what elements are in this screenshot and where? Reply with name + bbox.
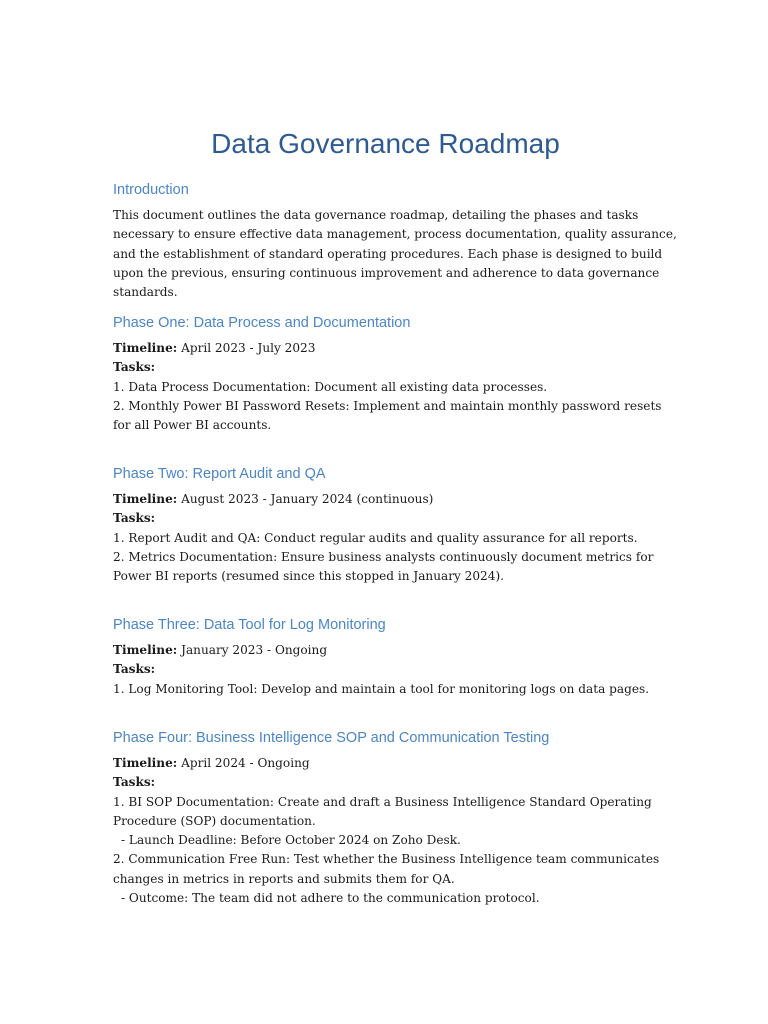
- task-line: changes in metrics in reports and submits them for QA.: [113, 871, 455, 886]
- task-subline: - Launch Deadline: Before October 2024 on Zoho Desk.: [121, 833, 461, 848]
- timeline-value: January 2023 - Ongoing: [181, 643, 328, 657]
- timeline-value: April 2023 - July 2023: [181, 341, 316, 355]
- phase-four-heading: Phase Four: Business Intelligence SOP and Communication Testing: [113, 730, 550, 746]
- task-line: 2. Metrics Documentation: Ensure business analysts continuously document metrics for: [113, 549, 654, 564]
- task-line: 2. Monthly Power BI Password Resets: Implement and maintain monthly password resets: [113, 398, 662, 413]
- task-line: 1. Report Audit and QA: Conduct regular audits and quality assurance for all reports.: [113, 530, 638, 545]
- tasks-label: Tasks:: [113, 775, 156, 790]
- phase-two-section: [113, 464, 658, 586]
- intro-line: necessary to ensure effective data management, process documentation, quality assurance,: [113, 227, 677, 242]
- phase-one-heading: Phase One: Data Process and Documentation: [113, 315, 411, 331]
- phase-two-heading: Phase Two: Report Audit and QA: [113, 466, 326, 482]
- phase-four-timeline: [113, 754, 658, 773]
- intro-line: and the establishment of standard operating procedures. Each phase is designed to build: [113, 246, 663, 261]
- tasks-label: Tasks:: [113, 360, 156, 375]
- introduction-heading: Introduction: [113, 182, 189, 198]
- timeline-label: Timeline:: [113, 756, 178, 770]
- phase-three-timeline: [113, 641, 658, 660]
- phase-three-section: [113, 615, 658, 699]
- task-line: 1. BI SOP Documentation: Create and draft a Business Intelligence Standard Operating: [113, 794, 652, 809]
- phase-two-timeline: [113, 490, 658, 509]
- task-line: 1. Data Process Documentation: Document all existing data processes.: [113, 379, 548, 394]
- task-line: for all Power BI accounts.: [113, 418, 272, 433]
- intro-line: upon the previous, ensuring continuous improvement and adherence to data governance: [113, 265, 660, 280]
- task-line: 1. Log Monitoring Tool: Develop and maintain a tool for monitoring logs on data pages.: [113, 681, 650, 696]
- tasks-label: Tasks:: [113, 511, 156, 526]
- tasks-label: Tasks:: [113, 662, 156, 677]
- document-title: Data Governance Roadmap: [211, 128, 560, 159]
- timeline-label: Timeline:: [113, 341, 178, 355]
- phase-one-timeline: [113, 339, 658, 358]
- task-subline: - Outcome: The team did not adhere to the communication protocol.: [121, 891, 540, 906]
- introduction-section: [113, 180, 677, 302]
- task-line: 2. Communication Free Run: Test whether the Business Intelligence team communicates: [113, 852, 660, 867]
- task-line: Procedure (SOP) documentation.: [113, 813, 316, 828]
- timeline-label: Timeline:: [113, 492, 178, 506]
- timeline-value: August 2023 - January 2024 (continuous): [181, 492, 434, 506]
- timeline-value: April 2024 - Ongoing: [181, 756, 310, 770]
- phase-one-section: [113, 313, 662, 435]
- intro-line: standards.: [113, 285, 178, 300]
- phase-four-section: [113, 728, 658, 908]
- timeline-label: Timeline:: [113, 643, 178, 657]
- task-line: Power BI reports (resumed since this stopped in January 2024).: [113, 569, 505, 584]
- phase-three-heading: Phase Three: Data Tool for Log Monitoring: [113, 617, 386, 633]
- intro-line: This document outlines the data governance roadmap, detailing the phases and tasks: [113, 208, 639, 222]
